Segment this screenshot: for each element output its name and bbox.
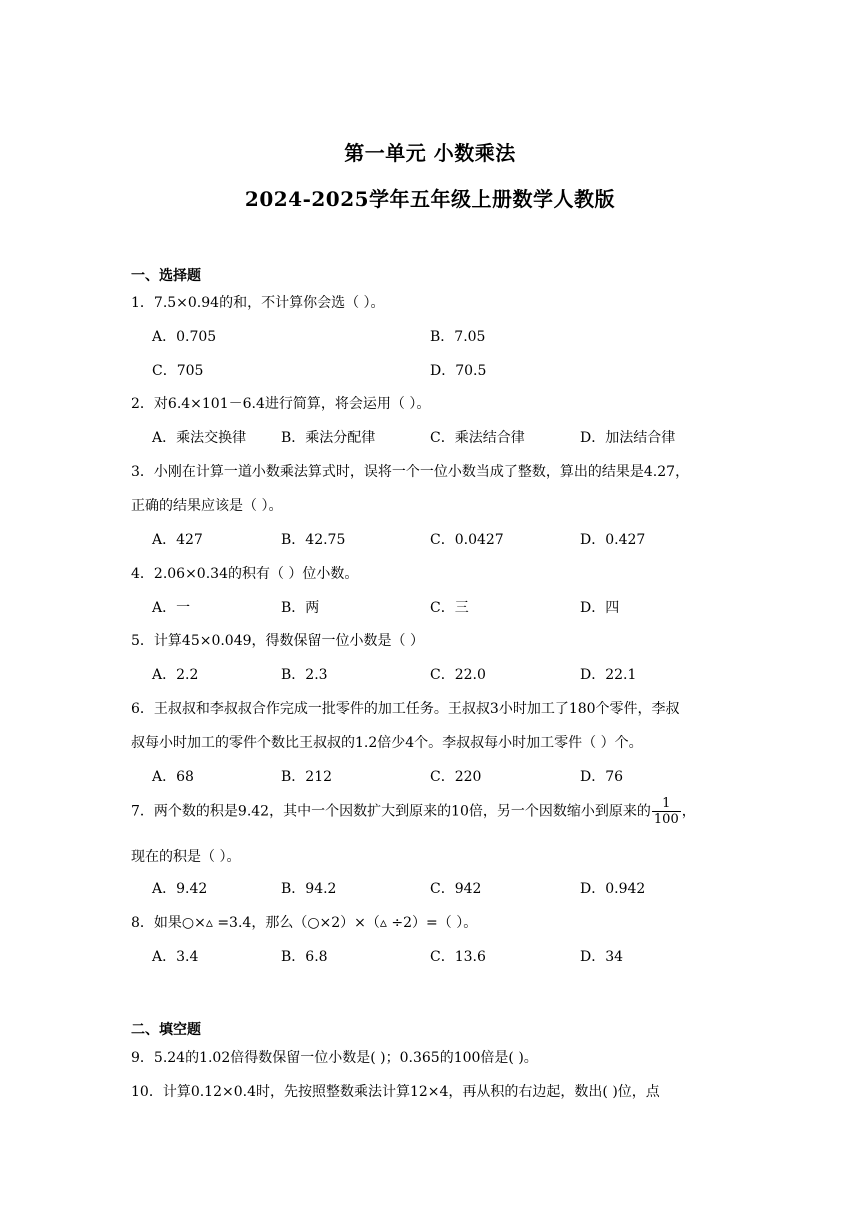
question-4-option-c: C．三 — [430, 600, 469, 616]
question-3-line-2: 正确的结果应该是（ ）。 — [131, 498, 283, 514]
question-5: 5．计算45×0.049，得数保留一位小数是（ ） — [131, 633, 424, 649]
question-6-option-c: C．220 — [430, 769, 482, 785]
question-8-option-c: C．13.6 — [430, 949, 486, 965]
section-heading-choice: 一、选择题 — [131, 268, 201, 284]
question-2: 2．对6.4×101－6.4进行简算，将会运用（ ）。 — [131, 396, 431, 412]
question-4-option-b: B．两 — [281, 600, 320, 616]
section-heading-fill: 二、填空题 — [131, 1022, 201, 1038]
question-8: 8．如果○×▵ =3.4，那么（○×2）×（▵ ÷2）=（ ）。 — [131, 915, 478, 931]
question-7-text-b: ， — [681, 803, 696, 820]
question-7-option-a: A．9.42 — [152, 881, 208, 897]
question-5-option-d: D．22.1 — [580, 667, 637, 683]
question-6-option-b: B．212 — [281, 769, 333, 785]
question-3-option-d: D．0.427 — [580, 532, 646, 548]
question-7-option-d: D．0.942 — [580, 881, 646, 897]
question-2-option-a: A．乘法交换律 — [152, 430, 247, 446]
question-7-option-c: C．942 — [430, 881, 482, 897]
worksheet-title: 第一单元 小数乘法 — [344, 141, 516, 165]
question-4-option-d: D．四 — [580, 600, 620, 616]
question-3-option-a: A．427 — [152, 532, 203, 548]
question-7-line-2: 现在的积是（ ）。 — [131, 849, 241, 865]
question-3-line-1: 3．小刚在计算一道小数乘法算式时，误将一个一位小数当成了整数，算出的结果是4.27， — [131, 464, 690, 480]
fraction-numerator: 1 — [652, 796, 681, 812]
question-3-option-b: B．42.75 — [281, 532, 346, 548]
question-1-option-d: D．70.5 — [430, 363, 487, 379]
question-1-option-a: A．0.705 — [152, 329, 217, 345]
question-1: 1．7.5×0.94的和，不计算你会选（ ）。 — [131, 295, 385, 311]
question-5-option-b: B．2.3 — [281, 667, 328, 683]
fraction-one-hundredth — [652, 796, 681, 827]
question-6-option-d: D．76 — [580, 769, 624, 785]
question-2-option-c: C．乘法结合律 — [430, 430, 525, 446]
question-5-option-c: C．22.0 — [430, 667, 486, 683]
question-6-line-1: 6．王叔叔和李叔叔合作完成一批零件的加工任务。王叔叔3小时加工了180个零件，李叔 — [131, 701, 680, 717]
question-4-option-a: A．一 — [152, 600, 191, 616]
question-8-option-b: B．6.8 — [281, 949, 328, 965]
question-2-option-b: B．乘法分配律 — [281, 430, 376, 446]
question-7-line-1 — [131, 796, 696, 827]
worksheet-subtitle: 2024-2025学年五年级上册数学人教版 — [244, 187, 616, 211]
fraction-denominator: 100 — [653, 812, 679, 827]
question-2-option-d: D．加法结合律 — [580, 430, 676, 446]
question-5-option-a: A．2.2 — [152, 667, 199, 683]
question-4: 4．2.06×0.34的积有（ ）位小数。 — [131, 566, 359, 582]
question-9: 9．5.24的1.02倍得数保留一位小数是( )；0.365的100倍是( )。 — [131, 1050, 538, 1066]
question-1-option-b: B．7.05 — [430, 329, 486, 345]
question-10: 10．计算0.12×0.4时，先按照整数乘法计算12×4，再从积的右边起，数出( )位，点 — [131, 1084, 660, 1100]
question-7-text-a: 7．两个数的积是9.42，其中一个因数扩大到原来的10倍，另一个因数缩小到原来的 — [131, 803, 651, 820]
question-8-option-d: D．34 — [580, 949, 624, 965]
question-8-option-a: A．3.4 — [152, 949, 199, 965]
question-1-option-c: C．705 — [152, 363, 204, 379]
question-3-option-c: C．0.0427 — [430, 532, 504, 548]
question-6-line-2: 叔每小时加工的零件个数比王叔叔的1.2倍少4个。李叔叔每小时加工零件（ ）个。 — [131, 735, 643, 751]
question-7-option-b: B．94.2 — [281, 881, 337, 897]
question-6-option-a: A．68 — [152, 769, 194, 785]
